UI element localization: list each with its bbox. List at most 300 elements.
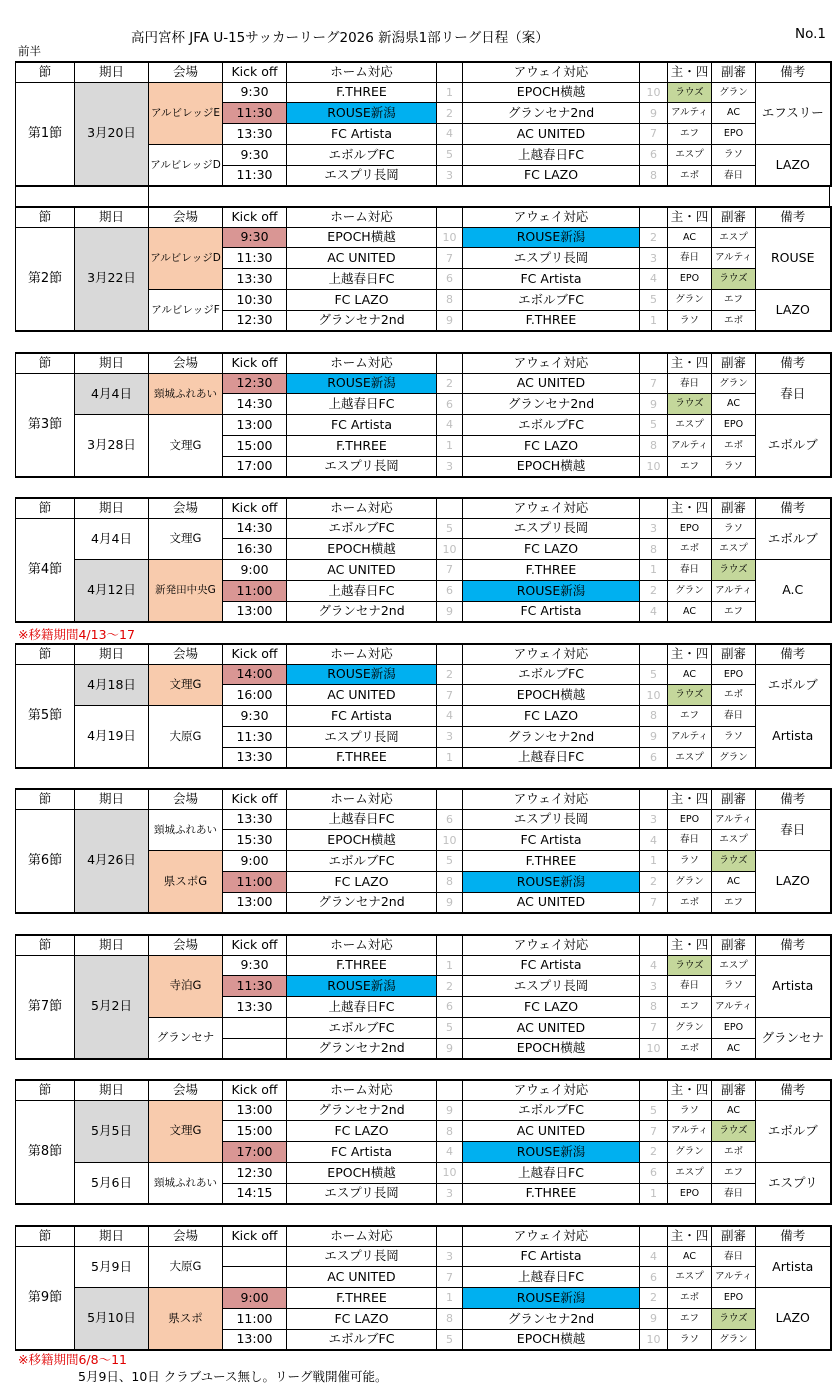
home-team: EPOCH横越 (287, 1162, 437, 1183)
away-team: EPOCH横越 (463, 1329, 640, 1350)
venue: 新発田中央G (149, 560, 223, 622)
home-team: AC UNITED (287, 685, 437, 706)
remarks: エボルブ (756, 415, 831, 477)
assistant-referee: AC (712, 1038, 756, 1059)
assistant-referee: アルティ (712, 248, 756, 269)
header-cell: アウェイ対応 (463, 789, 640, 809)
main-referee: グラン (668, 580, 712, 601)
home-number: 1 (437, 82, 463, 103)
venue: 文理G (149, 664, 223, 706)
remarks: LAZO (756, 851, 831, 913)
kickoff-time: 15:00 (223, 1121, 287, 1142)
away-number: 6 (640, 1162, 668, 1183)
remarks: エボルブ (756, 1100, 831, 1162)
header-cell: 主・四 (668, 1080, 712, 1100)
away-number: 3 (640, 976, 668, 997)
away-number: 3 (640, 248, 668, 269)
kickoff-time: 17:00 (223, 1142, 287, 1163)
assistant-referee: EPO (712, 1017, 756, 1038)
assistant-referee: EPO (712, 664, 756, 685)
home-number: 6 (437, 394, 463, 415)
main-referee: グラン (668, 289, 712, 310)
header-cell (640, 353, 668, 373)
header-cell (437, 207, 463, 227)
away-team: エボルブFC (463, 664, 640, 685)
assistant-referee: グラン (712, 373, 756, 394)
header-cell: 期日 (75, 62, 149, 82)
main-referee: AC (668, 227, 712, 248)
header-cell: アウェイ対応 (463, 1226, 640, 1246)
header-row (16, 1226, 831, 1246)
home-team: グランセナ2nd (287, 1038, 437, 1059)
header-cell: Kick off (223, 207, 287, 227)
away-team: F.THREE (463, 1183, 640, 1204)
home-team: FC LAZO (287, 1121, 437, 1142)
kickoff-time: 9:30 (223, 82, 287, 103)
away-team: エスプリ長岡 (463, 518, 640, 539)
main-referee: エスプ (668, 1267, 712, 1288)
main-referee: ラウズ (668, 685, 712, 706)
round-label: 第4節 (16, 518, 75, 622)
venue: 大原G (149, 1246, 223, 1288)
header-cell: Kick off (223, 644, 287, 664)
header-cell: 会場 (149, 789, 223, 809)
header-cell (437, 498, 463, 518)
header-cell: 期日 (75, 789, 149, 809)
assistant-referee: エスプ (712, 955, 756, 976)
home-team: EPOCH横越 (287, 830, 437, 851)
kickoff-time: 13:00 (223, 1329, 287, 1350)
away-team: AC UNITED (463, 1017, 640, 1038)
home-number: 4 (437, 1142, 463, 1163)
main-referee: エフ (668, 706, 712, 727)
header-cell: 備考 (756, 353, 831, 373)
assistant-referee: アルティ (712, 1267, 756, 1288)
assistant-referee: ラウズ (712, 1121, 756, 1142)
header-cell: 備考 (756, 1226, 831, 1246)
main-referee: ラウズ (668, 394, 712, 415)
assistant-referee: EPO (712, 415, 756, 436)
header-cell (437, 644, 463, 664)
round-label: 第1節 (16, 82, 75, 186)
assistant-referee: ラウズ (712, 1308, 756, 1329)
match-row (16, 1288, 831, 1309)
header-cell (437, 1080, 463, 1100)
away-team: エスプリ長岡 (463, 809, 640, 830)
remarks: 春日 (756, 809, 831, 851)
match-date: 3月22日 (75, 227, 149, 331)
venue: 文理G (149, 415, 223, 477)
header-cell: Kick off (223, 935, 287, 955)
main-referee: グラン (668, 871, 712, 892)
match-date: 4月19日 (75, 706, 149, 768)
away-team: FC Artista (463, 1246, 640, 1267)
home-number: 4 (437, 415, 463, 436)
main-referee: エボ (668, 165, 712, 186)
away-team: EPOCH横越 (463, 456, 640, 477)
header-row (16, 935, 831, 955)
assistant-referee: ラウズ (712, 269, 756, 290)
header-cell: 主・四 (668, 498, 712, 518)
away-number: 8 (640, 435, 668, 456)
home-number: 7 (437, 1267, 463, 1288)
assistant-referee: エフ (712, 601, 756, 622)
kickoff-time: 12:30 (223, 310, 287, 331)
main-referee: エボ (668, 1288, 712, 1309)
away-number: 9 (640, 103, 668, 124)
transfer-note-2: ※移籍期間6/8～11 (18, 1352, 127, 1367)
main-referee: エスプ (668, 144, 712, 165)
home-number: 7 (437, 560, 463, 581)
half-label: 前半 (18, 44, 41, 58)
match-date: 4月4日 (75, 518, 149, 560)
home-number: 5 (437, 851, 463, 872)
away-number: 4 (640, 830, 668, 851)
away-number: 2 (640, 1142, 668, 1163)
away-team: FC LAZO (463, 435, 640, 456)
away-number: 10 (640, 1038, 668, 1059)
header-cell: ホーム対応 (287, 789, 437, 809)
header-cell (640, 207, 668, 227)
home-team: グランセナ2nd (287, 310, 437, 331)
home-team: AC UNITED (287, 1267, 437, 1288)
away-number: 8 (640, 997, 668, 1018)
match-date: 4月18日 (75, 664, 149, 706)
header-cell: アウェイ対応 (463, 498, 640, 518)
home-team: 上越春日FC (287, 394, 437, 415)
match-date: 5月5日 (75, 1100, 149, 1162)
home-team: エスプリ長岡 (287, 1246, 437, 1267)
home-team: FC LAZO (287, 871, 437, 892)
header-cell: 副審 (712, 789, 756, 809)
home-number: 10 (437, 539, 463, 560)
match-row (16, 373, 831, 394)
header-cell: アウェイ対応 (463, 207, 640, 227)
main-referee: 春日 (668, 373, 712, 394)
header-row (16, 62, 831, 82)
away-team: AC UNITED (463, 373, 640, 394)
main-referee: AC (668, 1246, 712, 1267)
home-team: グランセナ2nd (287, 601, 437, 622)
round-label: 第3節 (16, 373, 75, 477)
header-cell: 副審 (712, 62, 756, 82)
home-number: 1 (437, 435, 463, 456)
main-referee: エボ (668, 892, 712, 913)
main-referee: ラソ (668, 1329, 712, 1350)
away-number: 3 (640, 518, 668, 539)
home-team: ROUSE新潟 (287, 103, 437, 124)
away-team: 上越春日FC (463, 1267, 640, 1288)
kickoff-time: 9:30 (223, 706, 287, 727)
kickoff-time: 13:00 (223, 1100, 287, 1121)
home-number: 3 (437, 165, 463, 186)
venue: 頸城ふれあい (149, 809, 223, 851)
home-team: FC Artista (287, 1142, 437, 1163)
home-team: F.THREE (287, 82, 437, 103)
kickoff-time: 11:30 (223, 103, 287, 124)
assistant-referee: エスプ (712, 830, 756, 851)
home-team: 上越春日FC (287, 809, 437, 830)
kickoff-time: 11:30 (223, 726, 287, 747)
home-team: ROUSE新潟 (287, 373, 437, 394)
header-row (16, 1080, 831, 1100)
header-cell: 期日 (75, 498, 149, 518)
home-number: 9 (437, 1038, 463, 1059)
kickoff-time: 11:30 (223, 165, 287, 186)
home-number: 5 (437, 144, 463, 165)
kickoff-time: 11:00 (223, 580, 287, 601)
round-table (15, 643, 832, 769)
header-row (16, 789, 831, 809)
assistant-referee: ラソ (712, 976, 756, 997)
home-team: グランセナ2nd (287, 892, 437, 913)
home-team: 上越春日FC (287, 580, 437, 601)
away-team: AC UNITED (463, 1121, 640, 1142)
home-number: 6 (437, 580, 463, 601)
away-number: 7 (640, 373, 668, 394)
main-referee: エフ (668, 997, 712, 1018)
header-cell: Kick off (223, 1226, 287, 1246)
assistant-referee: ラウズ (712, 560, 756, 581)
main-referee: エスプ (668, 747, 712, 768)
main-referee: アルティ (668, 726, 712, 747)
away-number: 8 (640, 539, 668, 560)
header-cell: 主・四 (668, 789, 712, 809)
assistant-referee: グラン (712, 1329, 756, 1350)
match-row (16, 1246, 831, 1267)
away-number: 7 (640, 1017, 668, 1038)
away-number: 4 (640, 601, 668, 622)
away-number: 5 (640, 664, 668, 685)
kickoff-time: 9:00 (223, 851, 287, 872)
match-date: 5月10日 (75, 1288, 149, 1350)
kickoff-time: 13:30 (223, 747, 287, 768)
header-cell: 期日 (75, 644, 149, 664)
assistant-referee: ラソ (712, 726, 756, 747)
home-team: FC LAZO (287, 1308, 437, 1329)
kickoff-time: 13:00 (223, 601, 287, 622)
assistant-referee: エフ (712, 1162, 756, 1183)
assistant-referee: エフ (712, 289, 756, 310)
header-cell: 節 (16, 644, 75, 664)
document-number: No.1 (794, 26, 826, 42)
away-team: ROUSE新潟 (463, 227, 640, 248)
match-row (16, 664, 831, 685)
away-number: 4 (640, 1246, 668, 1267)
header-cell: 会場 (149, 644, 223, 664)
header-cell: 節 (16, 1080, 75, 1100)
home-team: F.THREE (287, 747, 437, 768)
home-team: AC UNITED (287, 560, 437, 581)
header-cell: 主・四 (668, 644, 712, 664)
away-number: 2 (640, 580, 668, 601)
header-cell: 節 (16, 207, 75, 227)
round-table (15, 1079, 832, 1205)
round-label: 第5節 (16, 664, 75, 768)
header-cell: アウェイ対応 (463, 935, 640, 955)
header-cell (640, 935, 668, 955)
match-date: 5月9日 (75, 1246, 149, 1288)
away-team: FC LAZO (463, 997, 640, 1018)
header-cell: 副審 (712, 935, 756, 955)
header-cell: 主・四 (668, 62, 712, 82)
main-referee: エフ (668, 124, 712, 145)
match-date: 5月2日 (75, 955, 149, 1059)
away-number: 7 (640, 124, 668, 145)
away-team: ROUSE新潟 (463, 1142, 640, 1163)
main-referee: エスプ (668, 415, 712, 436)
header-cell: 会場 (149, 935, 223, 955)
away-team: エスプリ長岡 (463, 248, 640, 269)
home-number: 5 (437, 518, 463, 539)
venue: 頸城ふれあい (149, 373, 223, 415)
match-date: 3月28日 (75, 415, 149, 477)
home-number: 2 (437, 664, 463, 685)
assistant-referee: AC (712, 394, 756, 415)
away-number: 10 (640, 685, 668, 706)
header-cell (437, 62, 463, 82)
round-label: 第8節 (16, 1100, 75, 1204)
away-team: エボルブFC (463, 415, 640, 436)
away-team: エボルブFC (463, 289, 640, 310)
home-number: 6 (437, 809, 463, 830)
header-cell (640, 1080, 668, 1100)
header-cell (437, 353, 463, 373)
away-number: 1 (640, 310, 668, 331)
main-referee: EPO (668, 269, 712, 290)
home-number: 9 (437, 601, 463, 622)
kickoff-time (223, 1017, 287, 1038)
kickoff-time: 11:00 (223, 1308, 287, 1329)
match-row (16, 809, 831, 830)
home-number: 2 (437, 373, 463, 394)
home-number: 9 (437, 1100, 463, 1121)
home-team: エボルブFC (287, 1329, 437, 1350)
away-number: 1 (640, 560, 668, 581)
transfer-note-1: ※移籍期間4/13～17 (18, 627, 135, 642)
assistant-referee: エスプ (712, 539, 756, 560)
kickoff-time: 13:00 (223, 892, 287, 913)
home-team: EPOCH横越 (287, 227, 437, 248)
header-cell: 副審 (712, 498, 756, 518)
away-number: 5 (640, 415, 668, 436)
away-team: F.THREE (463, 560, 640, 581)
header-cell: ホーム対応 (287, 1080, 437, 1100)
header-cell (640, 789, 668, 809)
main-referee: EPO (668, 1183, 712, 1204)
header-cell: 備考 (756, 62, 831, 82)
venue: アルビレッジF (149, 289, 223, 331)
assistant-referee: EPO (712, 124, 756, 145)
kickoff-time: 14:30 (223, 518, 287, 539)
assistant-referee: エボ (712, 685, 756, 706)
document-header (0, 26, 840, 46)
round-table (15, 497, 832, 623)
kickoff-time: 13:30 (223, 809, 287, 830)
home-team: エスプリ長岡 (287, 726, 437, 747)
main-referee: アルティ (668, 1121, 712, 1142)
main-referee: EPO (668, 518, 712, 539)
assistant-referee: 春日 (712, 1183, 756, 1204)
main-referee: EPO (668, 809, 712, 830)
remarks: エスプリ (756, 1162, 831, 1204)
main-referee: エスプ (668, 1162, 712, 1183)
round-label: 第7節 (16, 955, 75, 1059)
header-cell: ホーム対応 (287, 935, 437, 955)
assistant-referee: EPO (712, 1288, 756, 1309)
away-number: 2 (640, 227, 668, 248)
main-referee: グラン (668, 1142, 712, 1163)
header-cell (437, 789, 463, 809)
away-team: F.THREE (463, 310, 640, 331)
away-team: FC LAZO (463, 165, 640, 186)
away-team: グランセナ2nd (463, 394, 640, 415)
home-team: 上越春日FC (287, 269, 437, 290)
home-team: エボルブFC (287, 518, 437, 539)
main-referee: 春日 (668, 248, 712, 269)
header-cell: ホーム対応 (287, 62, 437, 82)
round-table (15, 1225, 832, 1351)
away-number: 7 (640, 1121, 668, 1142)
main-referee: グラン (668, 1017, 712, 1038)
home-team: F.THREE (287, 1288, 437, 1309)
kickoff-time: 11:00 (223, 871, 287, 892)
header-cell: 会場 (149, 498, 223, 518)
header-cell: 備考 (756, 207, 831, 227)
kickoff-time: 11:30 (223, 976, 287, 997)
header-cell (437, 935, 463, 955)
header-cell: 期日 (75, 1080, 149, 1100)
header-cell: 節 (16, 789, 75, 809)
spacer-row (15, 186, 830, 206)
assistant-referee: 春日 (712, 1246, 756, 1267)
main-referee: 春日 (668, 560, 712, 581)
home-number: 7 (437, 248, 463, 269)
header-cell: 備考 (756, 789, 831, 809)
header-cell: 期日 (75, 935, 149, 955)
header-cell: 副審 (712, 353, 756, 373)
home-team: FC Artista (287, 706, 437, 727)
away-team: FC Artista (463, 601, 640, 622)
header-cell: アウェイ対応 (463, 1080, 640, 1100)
main-referee: エボ (668, 539, 712, 560)
match-row (16, 1162, 831, 1183)
home-team: 上越春日FC (287, 997, 437, 1018)
kickoff-time: 14:15 (223, 1183, 287, 1204)
away-team: ROUSE新潟 (463, 871, 640, 892)
main-referee: ラソ (668, 1100, 712, 1121)
kickoff-time: 15:30 (223, 830, 287, 851)
home-number: 8 (437, 1121, 463, 1142)
round-label: 第6節 (16, 809, 75, 913)
home-number: 10 (437, 830, 463, 851)
header-cell (640, 498, 668, 518)
assistant-referee: ラソ (712, 518, 756, 539)
header-cell: 主・四 (668, 935, 712, 955)
kickoff-time (223, 1246, 287, 1267)
away-number: 8 (640, 165, 668, 186)
home-number: 7 (437, 685, 463, 706)
home-team: ROUSE新潟 (287, 664, 437, 685)
home-team: エボルブFC (287, 144, 437, 165)
match-row (16, 706, 831, 727)
home-team: グランセナ2nd (287, 1100, 437, 1121)
round-label: 第2節 (16, 227, 75, 331)
away-number: 5 (640, 1100, 668, 1121)
venue: アルビレッジD (149, 144, 223, 186)
away-team: ROUSE新潟 (463, 1288, 640, 1309)
header-cell: 主・四 (668, 1226, 712, 1246)
